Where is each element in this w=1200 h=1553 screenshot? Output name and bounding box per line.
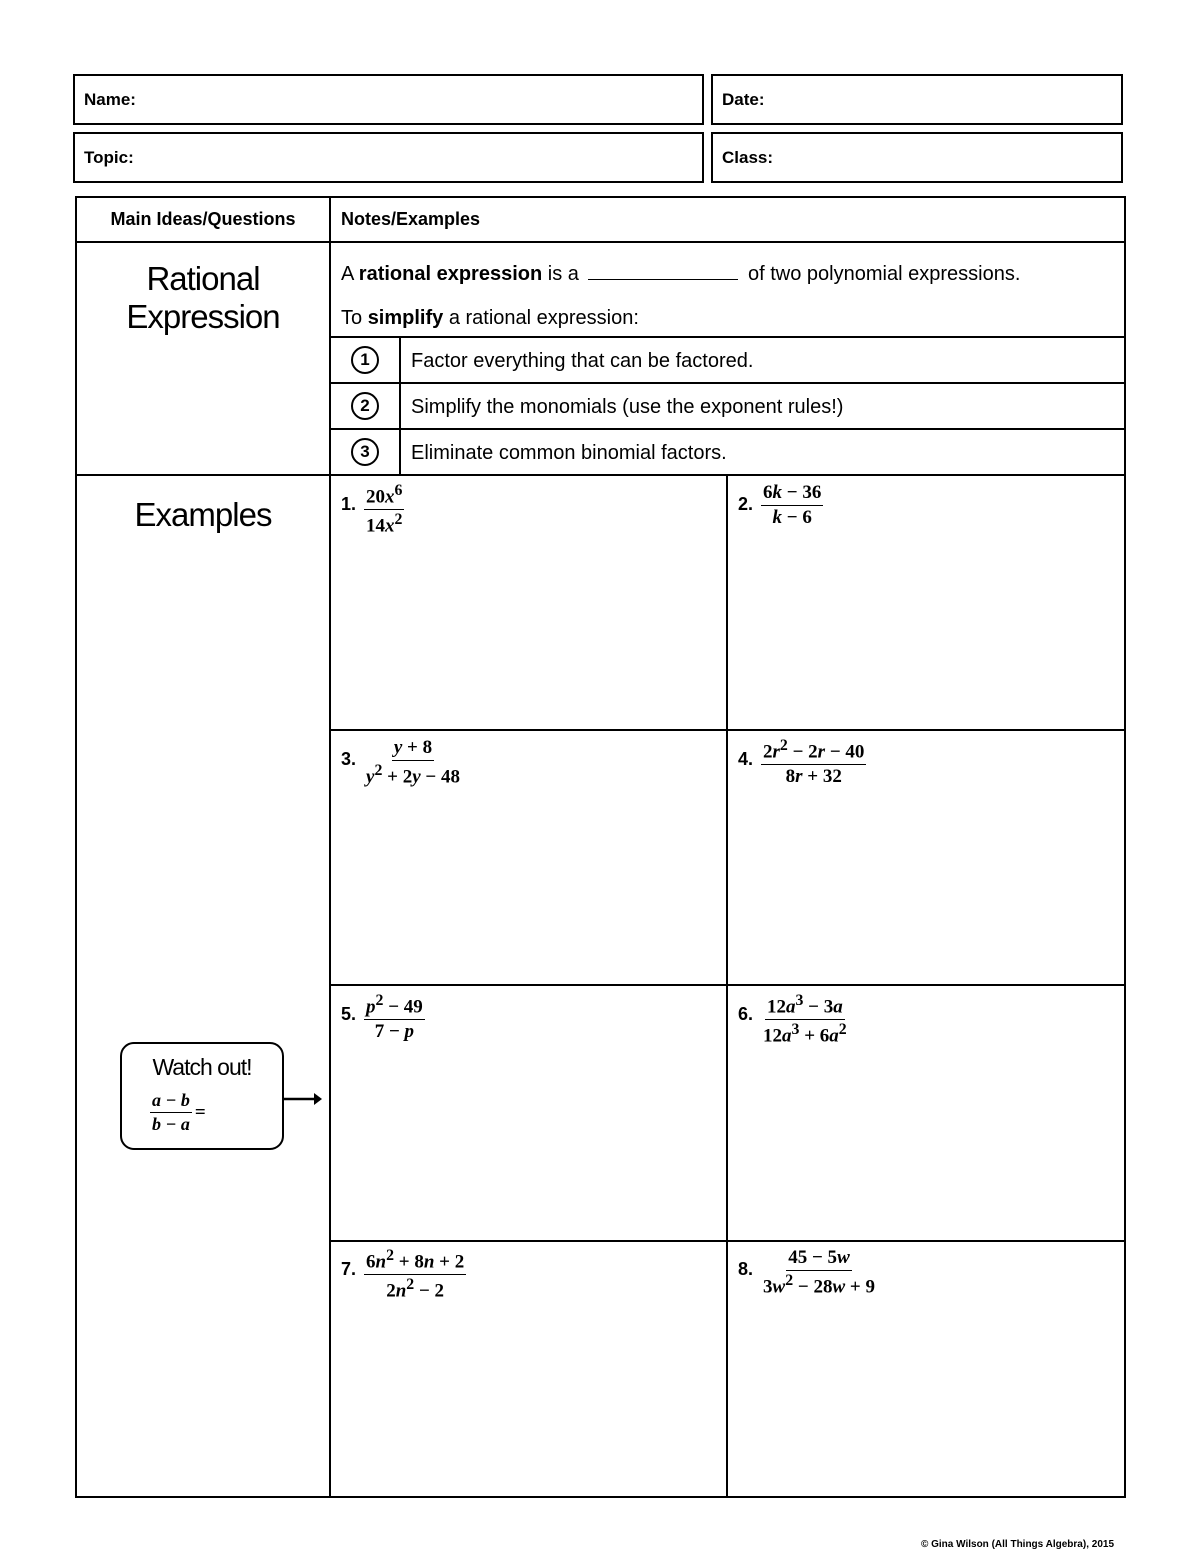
problem-3 xyxy=(341,737,462,788)
problem-number: 5. xyxy=(341,1004,357,1024)
numerator: $2r^2 - 2r - 40$ xyxy=(761,737,866,765)
definition-mid: is a xyxy=(542,263,579,285)
examples-label: Examples xyxy=(134,496,272,533)
watch-out-callout xyxy=(120,1042,284,1150)
step-3-number: 3 xyxy=(351,438,379,466)
rational-label-line2: Expression xyxy=(126,298,280,335)
problem-6 xyxy=(738,992,849,1048)
problem-7 xyxy=(341,1247,466,1303)
problem-8 xyxy=(738,1247,877,1298)
numerator: 45 − 5w xyxy=(786,1247,852,1271)
name-label: Name: xyxy=(84,89,136,109)
fraction xyxy=(364,1247,466,1303)
examples-row-divider-1 xyxy=(329,729,1126,731)
step-divider-2 xyxy=(329,428,1126,430)
simplify-line xyxy=(341,307,639,330)
column-divider xyxy=(329,196,331,1498)
examples-column-divider xyxy=(726,474,728,1498)
problem-5 xyxy=(341,992,425,1043)
step-2-text: Simplify the monomials (use the exponent rules!) xyxy=(411,396,844,418)
numerator: $p^2 - 49$ xyxy=(364,992,425,1020)
watch-out-equals: = xyxy=(194,1101,206,1123)
problem-number: 4. xyxy=(738,749,754,769)
problem-1 xyxy=(341,482,404,538)
simplify-term: simplify xyxy=(367,307,444,329)
problem-number: 8. xyxy=(738,1259,754,1279)
problem-number: 1. xyxy=(341,494,357,514)
definition-blank[interactable] xyxy=(588,279,738,280)
denominator: $14x^2$ xyxy=(366,511,403,537)
problem-2 xyxy=(738,482,823,529)
numerator: 6k − 36 xyxy=(761,482,823,506)
definition-term: rational expression xyxy=(358,263,543,285)
definition-post: of two polynomial expressions. xyxy=(748,263,1021,285)
rational-expression-label xyxy=(77,260,329,336)
fraction xyxy=(761,737,866,788)
watch-out-title: Watch out! xyxy=(152,1054,252,1080)
problem-number: 7. xyxy=(341,1259,357,1279)
fraction xyxy=(761,1247,877,1298)
topic-label: Topic: xyxy=(84,147,134,167)
denominator: $y^2 + 2y - 48$ xyxy=(366,762,460,788)
step-1-text: Factor everything that can be factored. xyxy=(411,350,754,372)
numerator: $12a^3 - 3a$ xyxy=(765,992,845,1020)
step-1-number: 1 xyxy=(351,346,379,374)
definition-line xyxy=(341,263,1020,286)
numerator: $6n^2 + 8n + 2$ xyxy=(364,1247,466,1275)
step-number-divider xyxy=(399,336,401,476)
step-divider-1 xyxy=(329,382,1126,384)
header-row-divider xyxy=(75,241,1126,243)
fraction xyxy=(364,737,462,788)
numerator: y + 8 xyxy=(392,737,434,761)
watch-out-denominator: b − a xyxy=(152,1114,190,1134)
problem-4 xyxy=(738,737,866,788)
problem-number: 3. xyxy=(341,749,357,769)
date-label: Date: xyxy=(722,89,765,109)
name-field[interactable] xyxy=(73,74,704,125)
simplify-post: a rational expression: xyxy=(443,307,639,329)
step-3-text: Eliminate common binomial factors. xyxy=(411,442,727,464)
watch-out-numerator: a − b xyxy=(150,1090,192,1113)
problem-number: 6. xyxy=(738,1004,754,1024)
fraction xyxy=(364,482,404,538)
copyright-notice: © Gina Wilson (All Things Algebra), 2015 xyxy=(920,1539,1114,1550)
notes-table xyxy=(75,196,1126,1498)
fraction xyxy=(364,992,425,1043)
denominator: 8r + 32 xyxy=(785,766,842,788)
date-field[interactable] xyxy=(711,74,1123,125)
fraction xyxy=(761,482,823,529)
simplify-row-divider xyxy=(329,336,1126,338)
watch-out-expression xyxy=(150,1090,206,1135)
denominator: $12a^3 + 6a^2$ xyxy=(763,1021,847,1047)
examples-row-divider-2 xyxy=(329,984,1126,986)
examples-row-divider-3 xyxy=(329,1240,1126,1242)
rational-label-line1: Rational xyxy=(146,260,260,297)
denominator: $2n^2 - 2$ xyxy=(386,1276,445,1302)
problem-number: 2. xyxy=(738,494,754,514)
class-label: Class: xyxy=(722,147,774,167)
definition-pre: A xyxy=(341,263,359,285)
step-2-number: 2 xyxy=(351,392,379,420)
main-ideas-header: Main Ideas/Questions xyxy=(110,209,296,229)
fraction xyxy=(761,992,849,1048)
notes-examples-header: Notes/Examples xyxy=(341,209,481,229)
denominator: $3w^2 - 28w + 9$ xyxy=(763,1272,875,1298)
numerator: $20x^6$ xyxy=(364,482,404,510)
denominator: 7 − p xyxy=(374,1021,415,1043)
topic-field[interactable] xyxy=(73,132,704,183)
simplify-pre: To xyxy=(341,307,368,329)
section-divider xyxy=(75,474,1126,476)
arrow-right-icon xyxy=(284,1090,324,1108)
class-field[interactable] xyxy=(711,132,1123,183)
denominator: k − 6 xyxy=(772,507,812,528)
watch-out-fraction xyxy=(150,1090,192,1135)
